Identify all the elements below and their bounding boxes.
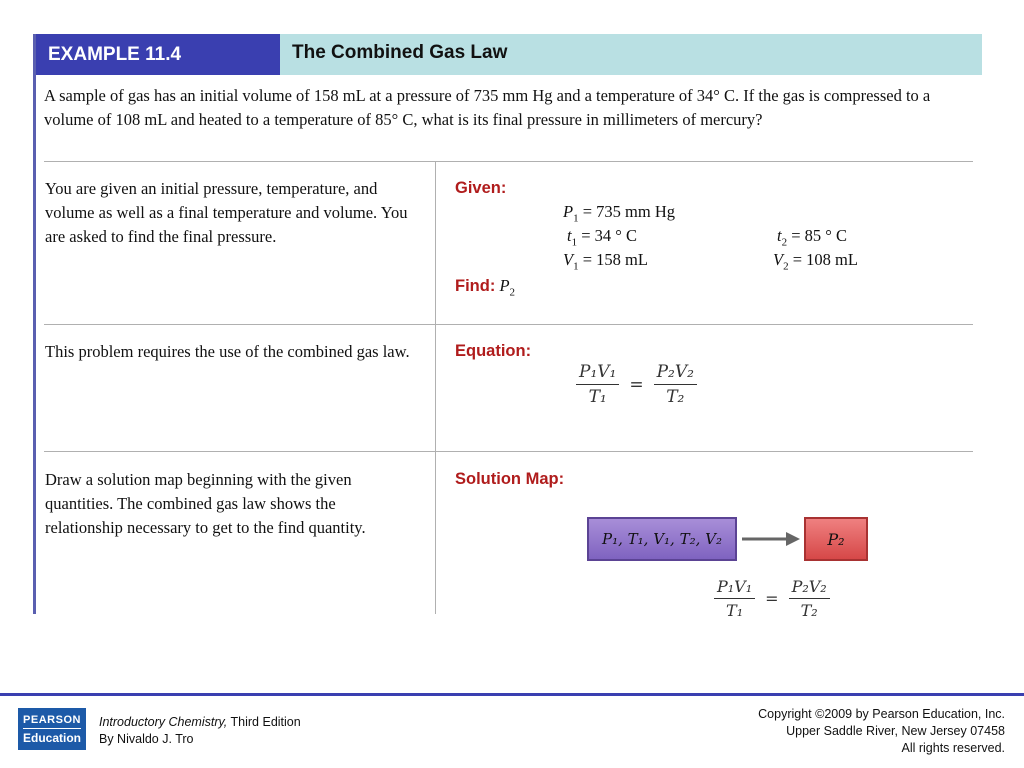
given-t1: $t_1 = 34$ ° C	[567, 226, 638, 249]
divider	[44, 324, 973, 325]
footer-rule	[0, 693, 1024, 696]
given-p1: $P_1 = 735$ mm Hg	[563, 202, 675, 225]
page-title: The Combined Gas Law	[280, 34, 982, 75]
arrow-icon	[740, 530, 802, 548]
given-quantities-box: P₁, T₁, V₁, T₂, V₂	[587, 517, 737, 561]
copyright-block	[758, 706, 1005, 757]
solution-map-equation: $\frac{\text{P₁V₁}}{\text{T₁}}$ = $\frac{\text{P₂V₂}}{\text{T₂}}$	[714, 577, 830, 620]
equation-label: Equation:	[455, 342, 532, 360]
find-line: Find: $P_2$	[455, 276, 516, 299]
given-v1: $V_1 = 158$ mL	[563, 250, 648, 273]
book-edition: Third Edition	[227, 715, 301, 729]
solution-map-label: Solution Map:	[455, 470, 565, 488]
pearson-logo: PEARSON Education	[18, 708, 86, 750]
combined-gas-law-equation: $\frac{\text{P₁V₁}}{\text{T₁}}$ = $\frac{\text{P₂V₂}}{\text{T₂}}$	[576, 362, 697, 407]
divider	[44, 451, 973, 452]
book-credit	[99, 714, 301, 748]
column-divider	[435, 162, 436, 614]
divider	[44, 161, 973, 162]
book-title: Introductory Chemistry,	[99, 715, 228, 729]
given-v2: $V_2 = 108$ mL	[773, 250, 858, 273]
problem-statement: A sample of gas has an initial volume of 158 mL at a pressure of 735 mm Hg and a temperature of 34° C. If the gas is compressed to a volume of 108 mL and heated to a temperature of 85° C, what is its final pressure in millimeters of mercury?	[44, 86, 931, 129]
rights: All rights reserved.	[901, 741, 1005, 755]
find-quantity-box: P₂	[804, 517, 868, 561]
analysis-text: You are given an initial pressure, temperature, and volume as well as a final temperature and volume. You are asked to find the final pressure.	[45, 179, 408, 246]
author: By Nivaldo J. Tro	[99, 732, 194, 746]
address: Upper Saddle River, New Jersey 07458	[786, 724, 1005, 738]
copyright: Copyright ©2009 by Pearson Education, Inc.	[758, 707, 1005, 721]
given-t2: $t_2 = 85$ ° C	[777, 226, 848, 249]
example-label: EXAMPLE 11.4	[36, 34, 280, 75]
find-label: Find:	[455, 277, 496, 295]
analysis-text: Draw a solution map beginning with the given quantities. The combined gas law shows the relationship necessary to get to the find quantity.	[45, 470, 366, 537]
given-label: Given:	[455, 179, 507, 197]
analysis-text: This problem requires the use of the combined gas law.	[45, 342, 410, 361]
left-accent-rule	[33, 34, 36, 614]
